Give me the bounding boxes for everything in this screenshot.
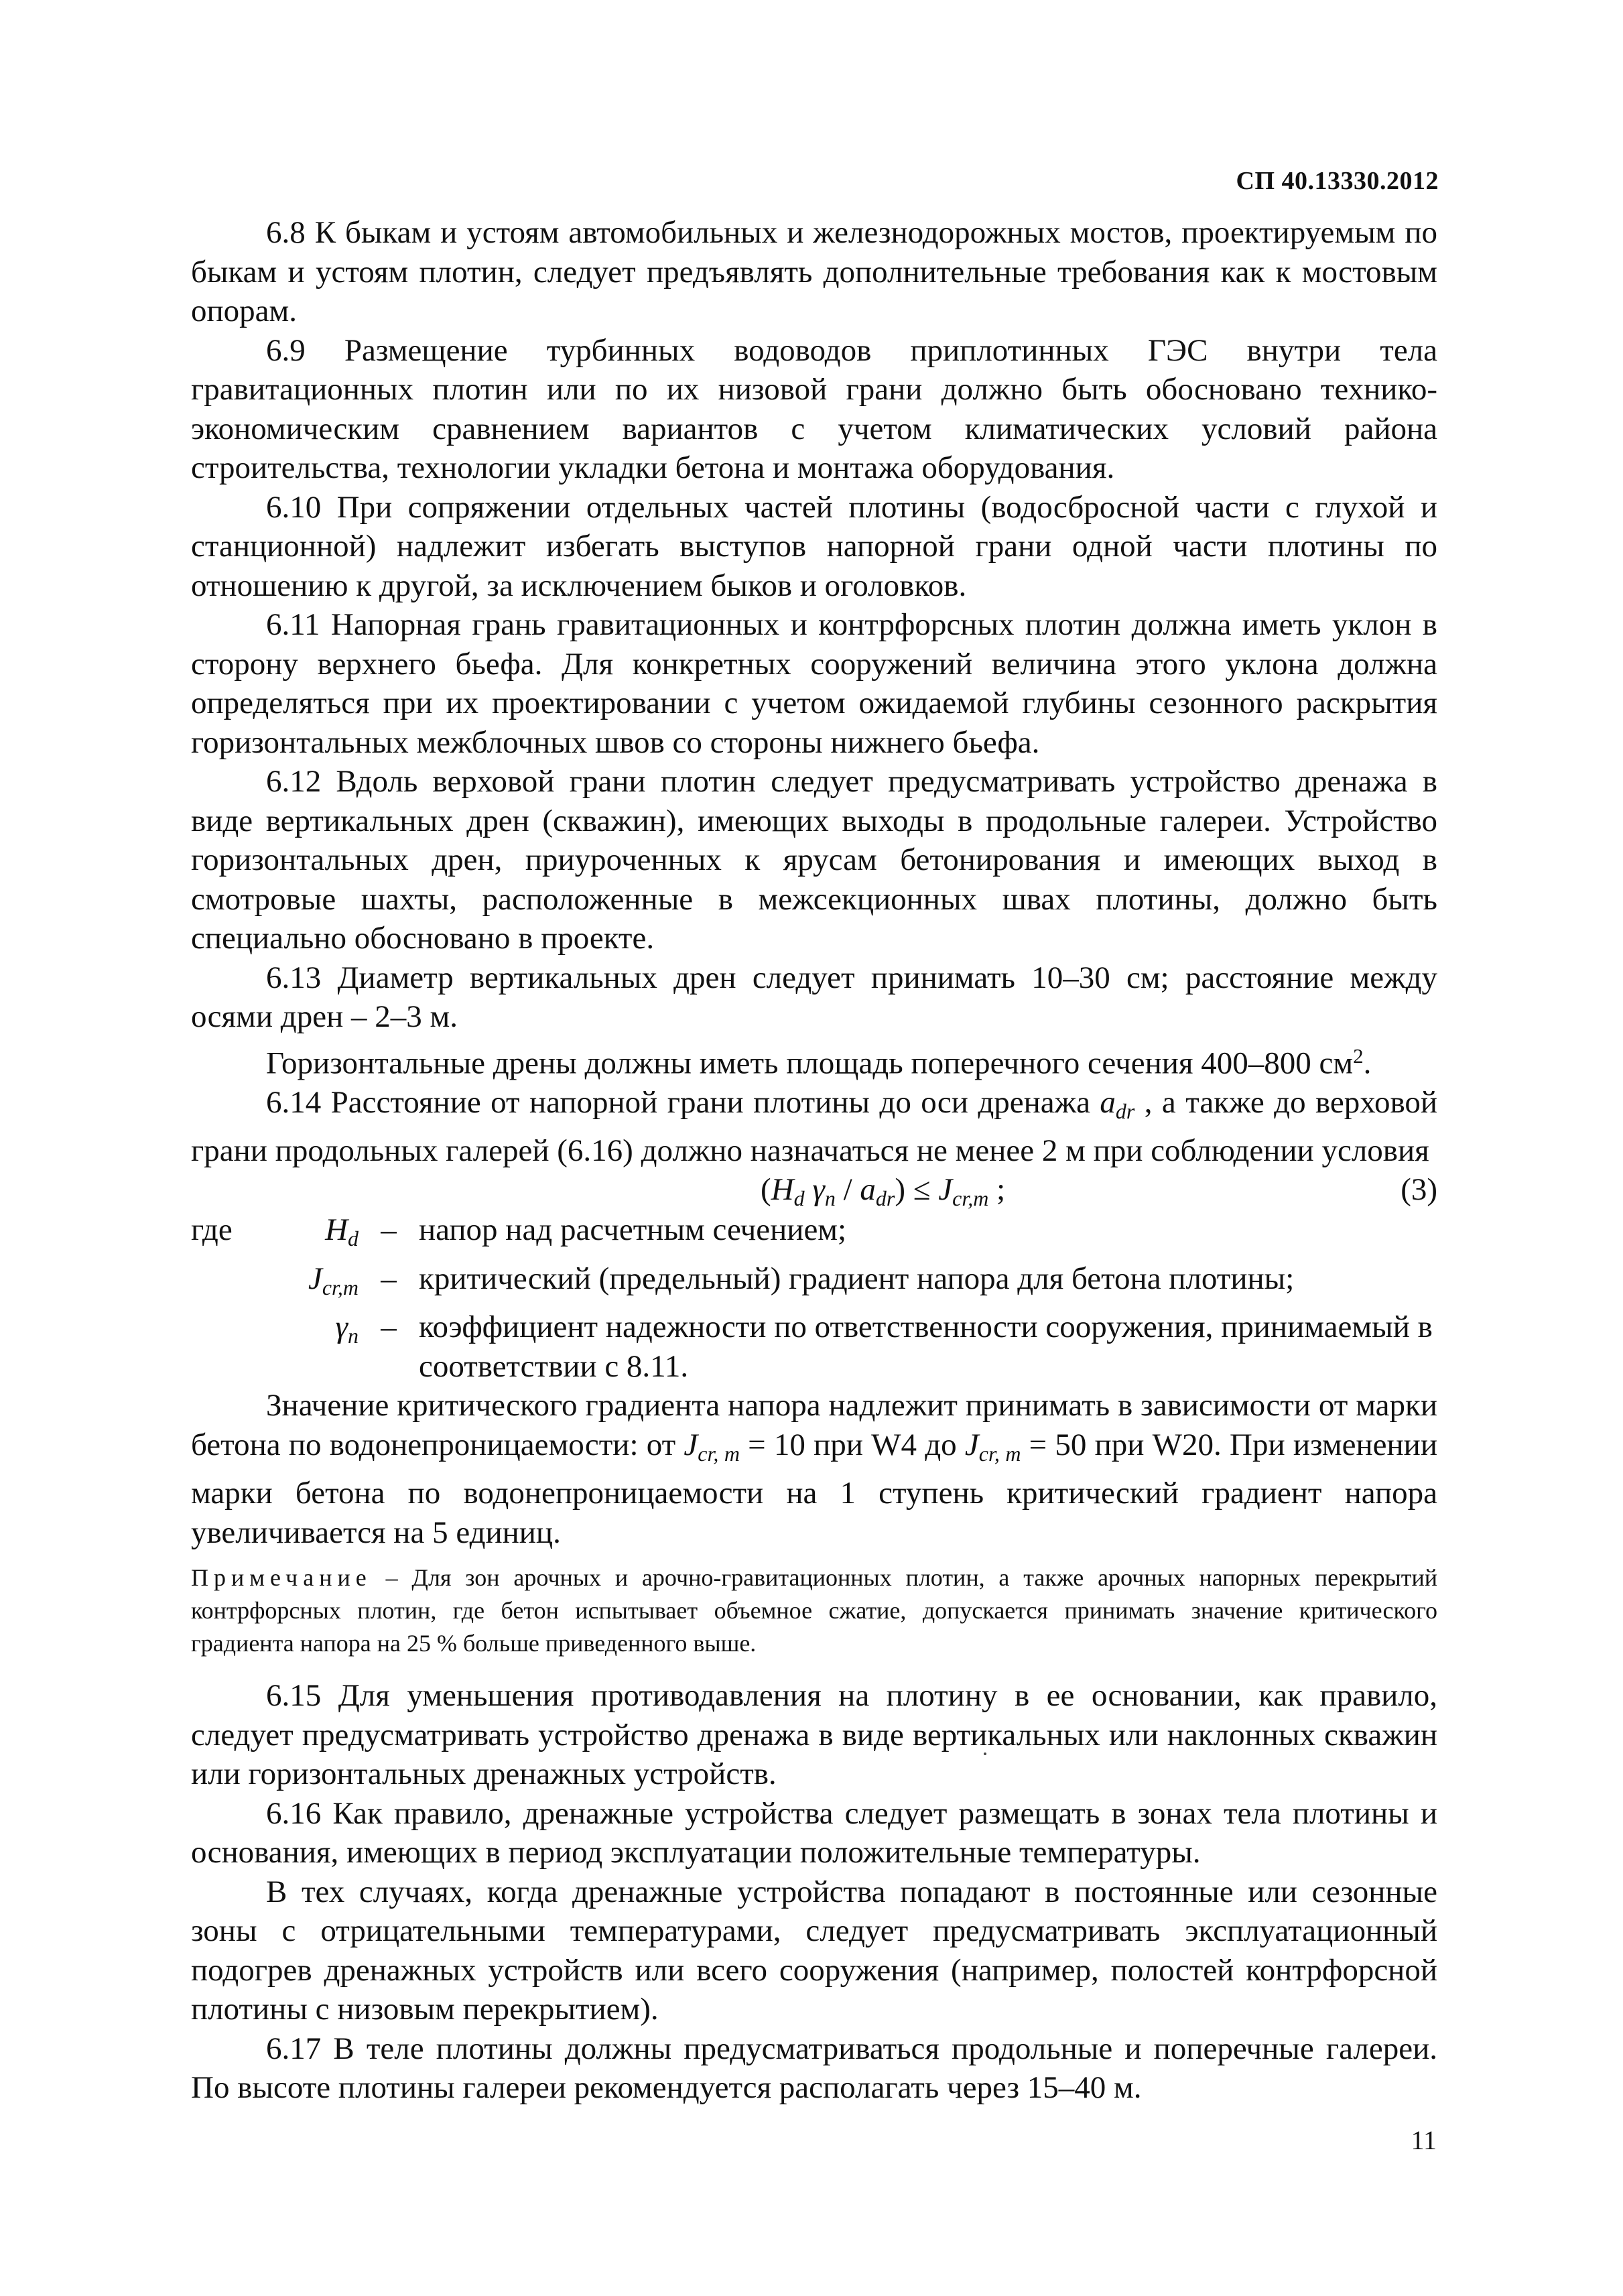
paragraph-6-16: 6.16 Как правило, дренажные устройства следует размещать в зонах тела плотины и основания, имеющих в период эксплуатации положительные температуры.	[191, 1795, 1437, 1870]
formula-end: ;	[988, 1172, 1006, 1208]
definition-lead: где	[191, 1212, 233, 1248]
formula-gamma-sub: n	[824, 1187, 836, 1211]
p614-part-a: 6.14 Расстояние от напорной грани плотины до оси дренажа	[266, 1084, 1100, 1120]
formula-H: H	[771, 1172, 794, 1208]
page-number: 11	[1411, 2125, 1437, 2155]
note	[191, 1561, 1437, 1660]
definition-dash: –	[381, 1261, 397, 1296]
definitions-list	[191, 1210, 1437, 1386]
formula-number: (3)	[1401, 1172, 1437, 1208]
paragraph-6-11: 6.11 Напорная грань гравитационных и контрфорсных плотин должна иметь уклон в сторону верхнего бьефа. Для конкретных сооружений величина этого уклона должна определяться при их проектировании с учетом ожидаемой глубины сезонного раскрытия горизонтальных межблочных швов со стороны нижнего бьефа.	[191, 607, 1437, 760]
definition-dash: –	[381, 1310, 397, 1345]
formula-slash: /	[835, 1172, 860, 1208]
symbol-J: J	[964, 1427, 979, 1462]
formula-J: J	[938, 1172, 953, 1208]
formula-a-sub: dr	[875, 1187, 895, 1211]
formula-open: (	[761, 1172, 771, 1208]
paragraph-6-17: 6.17 В теле плотины должны предусматриваться продольные и поперечные галереи. По высоте плотины галереи рекомендуется располагать через 15–40 м.	[191, 2031, 1437, 2106]
symbol-J: J	[684, 1427, 698, 1462]
document-code: СП 40.13330.2012	[1236, 167, 1439, 195]
symbol-a-sub: dr	[1115, 1099, 1135, 1123]
note-label: Примечание	[191, 1564, 372, 1592]
scan-speck	[984, 1752, 986, 1755]
note-text: – Для зон арочных и арочно-гравитационных плотин, а также арочных напорных перекрытий контрфорсных плотин, где бетон испытывает объемное сжатие, допускается принимать значение критического градиента напора на 25 % больше приведенного выше.	[191, 1564, 1437, 1657]
drain-area-text: Горизонтальные дрены должны иметь площадь поперечного сечения 400–800 см	[266, 1045, 1354, 1080]
drain-area-period: .	[1363, 1045, 1372, 1080]
paragraph-6-16-continued: В тех случаях, когда дренажные устройства попадают в постоянные или сезонные зоны с отрицательными температурами, следует предусматривать эксплуатационный подогрев дренажных устройств или всего сооружения (например, полостей контрфорсной плотины с низовым перекрытием).	[191, 1874, 1437, 2027]
paragraph-6-15: 6.15 Для уменьшения противодавления на плотину в ее основании, как правило, следует предусматривать устройство дренажа в виде вертикальных или наклонных скважин или горизонтальных дренажных устройств.	[191, 1678, 1437, 1792]
definition-text: критический (предельный) градиент напора для бетона плотины;	[419, 1261, 1295, 1296]
formula-a: a	[860, 1172, 876, 1208]
definition-text: напор над расчетным сечением;	[419, 1212, 847, 1248]
definition-symbol: $J_{cr,m}$	[308, 1261, 359, 1299]
formula-gamma: γ	[804, 1172, 825, 1208]
definition-text: коэффициент надежности по ответственности сооружения, принимаемый в соответствии с 8.11.	[419, 1310, 1433, 1384]
formula-J-sub: cr,m	[952, 1187, 989, 1211]
definition-symbol: $\gamma_n$	[335, 1310, 359, 1348]
formula-3	[191, 1170, 1437, 1210]
formula-H-sub: d	[793, 1187, 805, 1211]
definition-row	[191, 1308, 1437, 1386]
symbol-a: a	[1100, 1084, 1116, 1120]
drain-area-exponent: 2	[1353, 1043, 1364, 1068]
definition-row	[191, 1259, 1437, 1308]
document-body	[191, 213, 1437, 2108]
paragraph-6-8: 6.8 К быкам и устоям автомобильных и железнодорожных мостов, проектируемым по быкам и устоям плотин, следует предъявлять дополнительные требования как к мостовым опорам.	[191, 215, 1437, 328]
paragraph-critical-gradient: Значение критического градиента напора надлежит принимать в зависимости от марки бетона по водонепроницаемости: от $J_{cr, m} = 10$ при W4 до $J_{cr, m} = 50$ при W20. При изменении марки бетона по водонепроницаемости на 1 ступень критический градиент напора увеличивается на 5 единиц.	[191, 1388, 1437, 1550]
paragraph-6-10: 6.10 При сопряжении отдельных частей плотины (водосбросной части с глухой и станционной) надлежит избегать выступов напорной грани одной части плотины по отношению к другой, за исключением быков и оголовков.	[191, 489, 1437, 603]
paragraph-6-13: 6.13 Диаметр вертикальных дрен следует принимать 10–30 см; расстояние между осями дрен – 2–3 м.	[191, 960, 1437, 1034]
paragraph-6-13-drain-area	[191, 1037, 1437, 1083]
definition-symbol: $H_d$	[325, 1212, 359, 1251]
paragraph-6-9: 6.9 Размещение турбинных водоводов приплотинных ГЭС внутри тела гравитационных плотин или по их низовой грани должно быть обосновано технико-экономическим сравнением вариантов с учетом климатических условий района строительства, технологии укладки бетона и монтажа оборудования.	[191, 332, 1437, 485]
paragraph-6-14	[191, 1083, 1437, 1171]
formula-expression	[761, 1170, 1005, 1218]
paragraph-6-12: 6.12 Вдоль верховой грани плотин следует предусматривать устройство дренажа в виде вертикальных дрен (скважин), имеющих выходы в продольные галереи. Устройство горизонтальных дрен, приуроченных к ярусам бетонирования и имеющих выход в смотровые шахты, расположенные в межсекционных швах плотины, должно быть специально обосновано в проекте.	[191, 764, 1437, 956]
formula-close: ) ≤	[895, 1172, 939, 1208]
p614-part-b: , а также до верховой грани продольных галерей (6.16) должно назначаться не менее 2 м при соблюдении условия	[191, 1084, 1438, 1168]
definition-dash: –	[381, 1212, 397, 1248]
